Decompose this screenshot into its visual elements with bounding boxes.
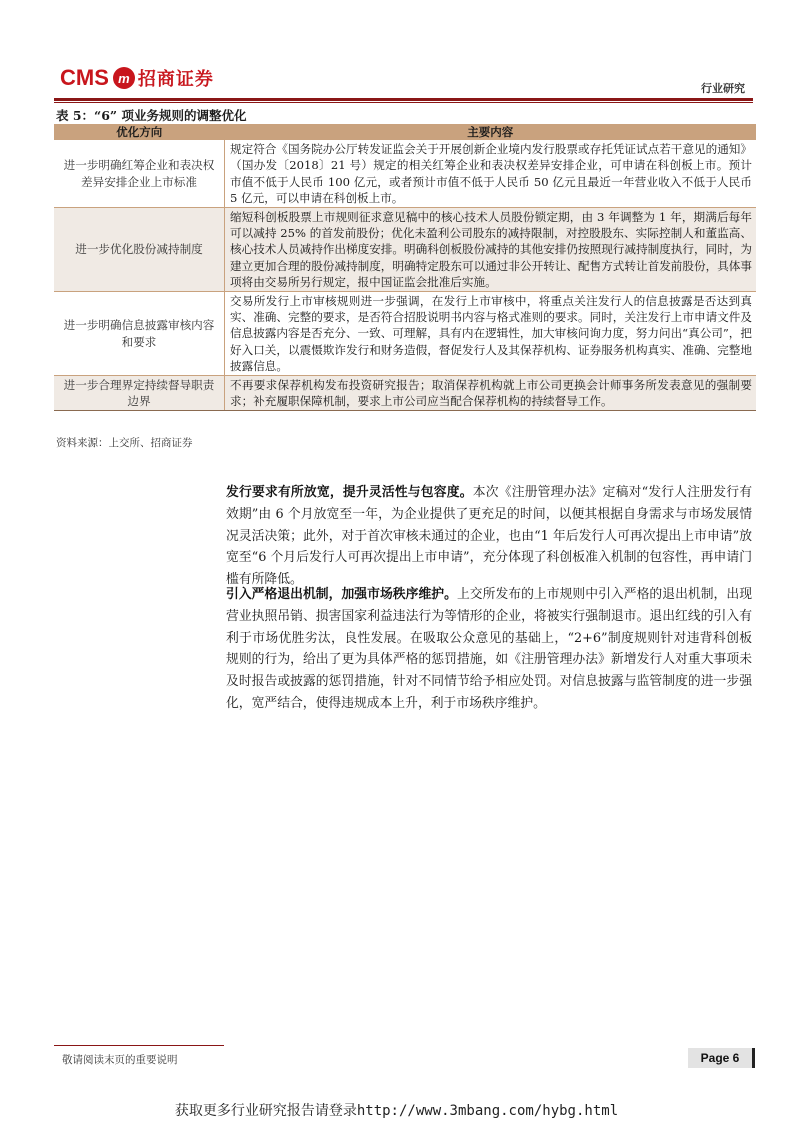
column-header-content: 主要内容 (225, 124, 757, 140)
download-link-label: 获取更多行业研究报告请登录 (174, 1103, 357, 1119)
download-link-url[interactable]: http://www.3mbang.com/hybg.html (356, 1103, 619, 1119)
paragraph-lead: 引入严格退出机制，加强市场秩序维护。 (226, 587, 457, 602)
row-content: 规定符合《国务院办公厅转发证监会关于开展创新企业境内发行股票或存托凭证试点若干意见的通知》（国办发〔2018〕21 号）规定的相关红筹企业和表决权差异安排企业，可申请在科创板上市。预计市值不低于人民币 100 亿元，或者预计市值不低于人民币 50 亿元且最近一年营业收入不低于人民币 5 亿元，可以申请在科创板上市。 (225, 140, 757, 207)
row-direction: 进一步明确红筹企业和表决权差异安排企业上市标准 (54, 140, 225, 207)
disclaimer-note: 敬请阅读末页的重要说明 (62, 1054, 178, 1066)
paragraph-text: 本次《注册管理办法》定稿对“发行人注册发行有效期”由 6 个月放宽至一年，为企业提供了更充足的时间，以便其根据自身需求与市场发展情况灵活决策；此外，对于首次审核未通过的企业，也由“1 年后发行人可再次提出上市申请”放宽至“6 个月后发行人可再次提出上市申请”，充分体现了科创板准入机制的包容性，再申请门槛有所降低。 (226, 485, 753, 588)
table-title: 表 5：“6” 项业务规则的调整优化 (56, 108, 247, 123)
rules-table (54, 124, 756, 411)
table-source: 资料来源：上交所、招商证券 (56, 437, 193, 449)
table-row (54, 292, 756, 376)
logo-cms-text: CMS (60, 65, 109, 90)
logo-mark-icon: m (113, 67, 135, 89)
page-number: Page 6 (688, 1048, 755, 1068)
row-direction: 进一步优化股份减持制度 (54, 208, 225, 292)
column-header-direction: 优化方向 (54, 124, 225, 140)
row-direction: 进一步合理界定持续督导职责边界 (54, 376, 225, 411)
row-content: 缩短科创板股票上市规则征求意见稿中的核心技术人员股份锁定期，由 3 年调整为 1 年，期满后每年可以减持 25% 的首发前股份；优化未盈利公司股东的减持限制，对控股股东、实际控制人和董监高、核心技术人员减持作出梯度安排。明确科创板股份减持的其他安排仍按照现行减持制度执行，同时，为建立更加合理的股份减持制度，明确特定股东可以通过非公开转让、配售方式转让首发前股份，具体事项将由交易所另行规定，报中国证监会批准后实施。 (225, 208, 757, 292)
header-divider-thin (54, 102, 753, 103)
table-row (54, 140, 756, 207)
report-category: 行业研究 (701, 82, 745, 95)
header-divider (54, 98, 753, 101)
body-paragraph-2 (226, 584, 752, 715)
body-paragraph-1 (226, 482, 752, 591)
download-link[interactable] (0, 1100, 793, 1120)
footer-divider (54, 1045, 224, 1046)
company-logo (60, 64, 214, 92)
table-row (54, 376, 756, 411)
row-content: 不再要求保荐机构发布投资研究报告；取消保荐机构就上市公司更换会计师事务所发表意见的强制要求；补充履职保障机制，要求上市公司应当配合保荐机构的持续督导工作。 (225, 376, 757, 411)
table-row (54, 208, 756, 292)
logo-company-name: 招商证券 (137, 69, 214, 90)
table-header-row (54, 124, 756, 140)
row-content: 交易所发行上市审核规则进一步强调，在发行上市审核中，将重点关注发行人的信息披露是否达到真实、准确、完整的要求，是否符合招股说明书内容与格式准则的要求。同时，关注发行上市申请文件及信息披露内容是否充分、一致、可理解，具有内在逻辑性，加大审核问询力度，努力问出“真公司”，把好入口关，以震慑欺诈发行和财务造假，督促发行人及其保荐机构、证券服务机构真实、准确、完整地披露信息。 (225, 292, 757, 376)
row-direction: 进一步明确信息披露审核内容和要求 (54, 292, 225, 376)
paragraph-text: 上交所发布的上市规则中引入严格的退出机制，出现营业执照吊销、损害国家利益违法行为等情形的企业，将被实行强制退市。退出红线的引入有利于市场优胜劣汰，良性发展。在吸取公众意见的基础上，“2+6”制度规则针对违背科创板规则的行为，给出了更为具体严格的惩罚措施，如《注册管理办法》新增发行人对重大事项未及时报告或披露的惩罚措施，针对不同情节给予相应处罚。对信息披露与监管制度的进一步强化，宽严结合，使得违规成本上升，利于市场秩序维护。 (226, 587, 753, 711)
paragraph-lead: 发行要求有所放宽，提升灵活性与包容度。 (226, 485, 473, 500)
